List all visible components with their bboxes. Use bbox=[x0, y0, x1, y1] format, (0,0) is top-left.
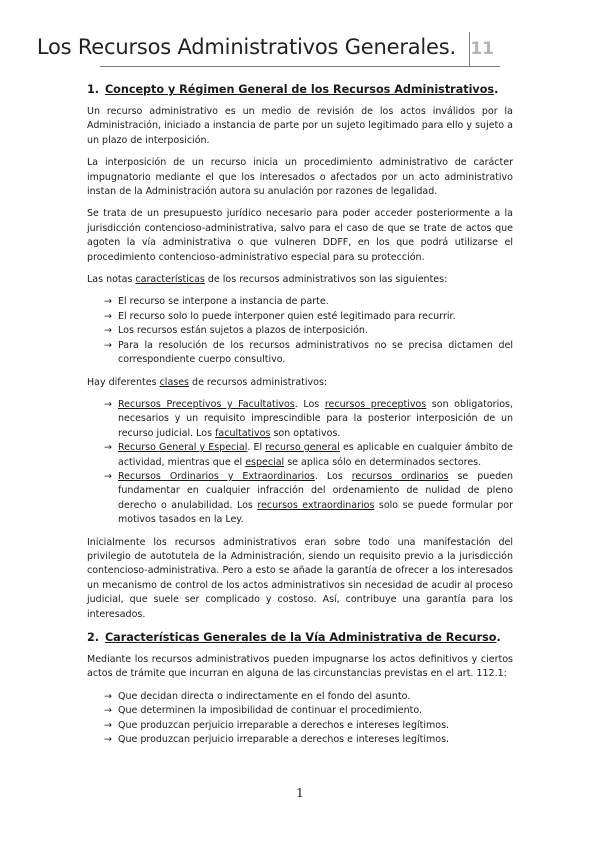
classes-intro: Hay diferentes clases de recursos administrativos: bbox=[87, 376, 328, 388]
arrow-bullet-icon: → bbox=[104, 719, 112, 731]
list-item: → Recursos Ordinarios y Extraordinarios. Los recursos ordinarios se pueden fundamentar en cualquier infracción del ordenamiento de nulidad de pleno derecho o anulabilidad. Los recursos extraordinarios solo se puede formular por motivos tasados en la Ley. bbox=[104, 470, 514, 526]
notes-list bbox=[87, 295, 513, 367]
list-item: → Recurso General y Especial. El recurso general es aplicable en cualquier ámbito de actividad, mientras que el especial se aplica sólo en determinados sectores. bbox=[104, 442, 513, 468]
arrow-bullet-icon: → bbox=[104, 442, 112, 454]
list-item: → Que produzcan perjuicio irreparable a derechos e intereses legítimos. bbox=[104, 719, 513, 733]
list-item: → Para la resolución de los recursos administrativos no se precisa dictamen del correspondiente cuerpo consultivo. bbox=[104, 339, 513, 366]
arrow-bullet-icon: → bbox=[104, 339, 112, 351]
arrow-bullet-icon: → bbox=[104, 690, 112, 702]
classes-list bbox=[87, 398, 513, 528]
list-item: → Los recursos están sujetos a plazos de interposición. bbox=[104, 324, 513, 338]
arrow-bullet-icon: → bbox=[104, 398, 112, 410]
list-item: → Que determinen la imposibilidad de continuar el procedimiento. bbox=[104, 704, 513, 718]
arrow-bullet-icon: → bbox=[104, 734, 112, 746]
notes-term: características bbox=[135, 274, 205, 286]
list-item: → El recurso solo lo puede interponer quien esté legitimado para recurrir. bbox=[104, 310, 513, 324]
page-number: 1 bbox=[296, 786, 304, 800]
list-item: → El recurso se interpone a instancia de parte. bbox=[104, 295, 513, 309]
section-2-title: Características Generales de la Vía Administrativa de Recurso bbox=[104, 631, 497, 644]
section-2-number: 2. bbox=[87, 631, 100, 644]
document-body bbox=[87, 82, 513, 755]
section-1-number: 1. bbox=[87, 83, 100, 96]
classes-term: clases bbox=[159, 376, 190, 388]
section-1-paragraph-2: La interposición de un recurso inicia un procedimiento administrativo de carácter impugnatorio mediante el que los interesados o afectados por un acto administrativo instan de la Administración autora su anulación por razones de legalidad. bbox=[87, 157, 513, 198]
list-item: → Recursos Preceptivos y Facultativos. Los recursos preceptivos son obligatorios, necesarios y un requisito imprescindible para la posterior interposición de un recurso judicial. Los facultativos son optativos. bbox=[104, 398, 513, 439]
list-item: → Que produzcan perjuicio irreparable a derechos e intereses legítimos. bbox=[104, 733, 513, 747]
section-1-heading: 1. Concepto y Régimen General de los Recursos Administrativos. bbox=[87, 83, 499, 96]
arrow-bullet-icon: → bbox=[104, 470, 112, 482]
arrow-bullet-icon: → bbox=[104, 325, 112, 337]
section-1-paragraph-1: Un recurso administrativo es un medio de revisión de los actos inválidos por la Administración, iniciado a instancia de parte por un sujeto legitimado para ello y sujeto a un plazo de interposición. bbox=[87, 106, 513, 146]
section-1-title: Concepto y Régimen General de los Recursos Administrativos bbox=[104, 83, 495, 96]
section-1-paragraph-4: Inicialmente los recursos administrativos eran sobre todo una manifestación del privilegio de autotutela de la Administración, siendo un requisito previo a la jurisdicción contencioso-administrativa. Pero a esto se añade la garantía de ofrecer a los interesados un mecanismo de control de los actos administrativos sin necesidad de acudir al proceso judicial, que suele ser complicado y costoso. Así, contribuye una garantía para los interesados. bbox=[87, 536, 513, 620]
section-1-paragraph-3: Se trata de un presupuesto jurídico necesario para poder acceder posteriormente a la jurisdicción contencioso-administrativa, salvo para el caso de que se trate de actos que agoten la vía administrativa o que vulneren DDFF, en los que podrá utilizarse el procedimiento contencioso-administrativo especial para su protección. bbox=[87, 208, 513, 263]
header-page-badge: 11 bbox=[470, 39, 494, 59]
arrow-bullet-icon: → bbox=[104, 705, 112, 717]
page-header bbox=[36, 32, 500, 67]
arrow-bullet-icon: → bbox=[104, 296, 112, 308]
header-title: Los Recursos Administrativos Generales. bbox=[36, 35, 456, 59]
section-2-heading: 2. Características Generales de la Vía Administrativa de Recurso. bbox=[87, 631, 501, 644]
section-2-paragraph-1: Mediante los recursos administrativos pueden impugnarse los actos definitivos y ciertos actos de trámite que incurran en alguna de las circunstancias previstas en el art. 112.1: bbox=[87, 654, 513, 680]
acts-list bbox=[87, 690, 513, 748]
list-item: → Que decidan directa o indirectamente en el fondo del asunto. bbox=[104, 690, 513, 704]
notes-intro: Las notas características de los recursos administrativos son las siguientes: bbox=[87, 274, 448, 286]
arrow-bullet-icon: → bbox=[104, 310, 112, 322]
